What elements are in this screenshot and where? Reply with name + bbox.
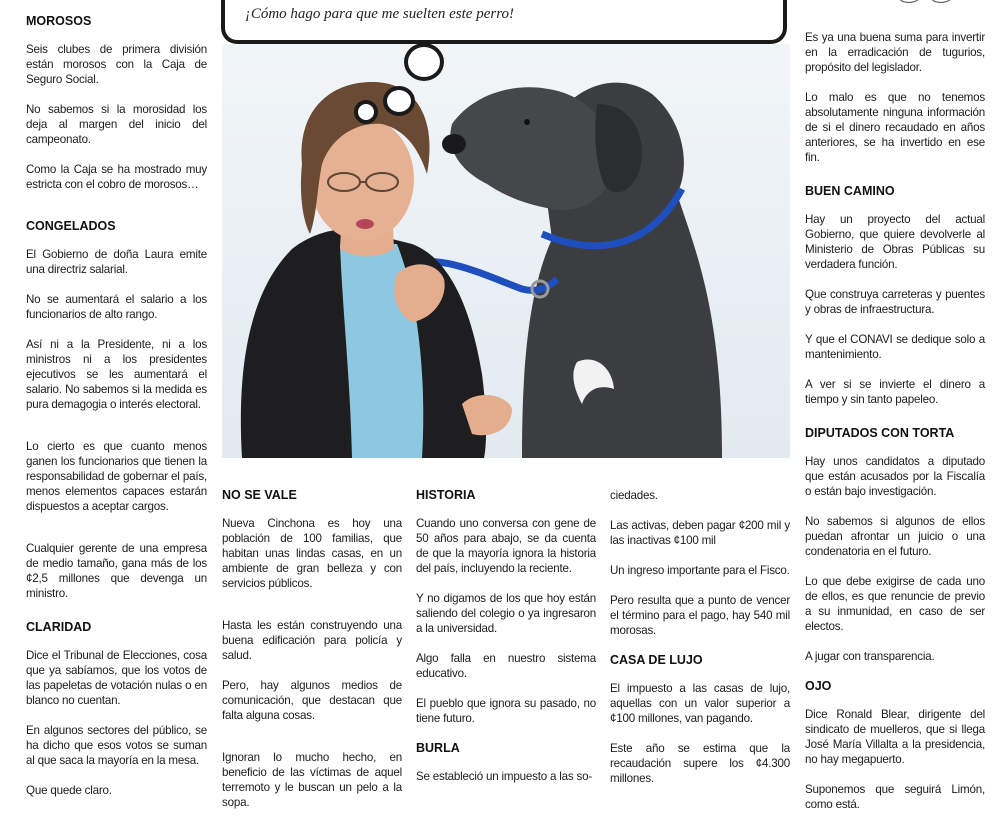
column-left [26,14,207,813]
paragraph: El impuesto a las casas de lujo, aquellas con un valor superior a ¢100 millones, van pagando. [610,682,790,725]
section-heading-claridad: CLARIDAD [26,620,92,634]
paragraph: Cuando uno conversa con gene de 50 años para abajo, se da cuenta de que la mayoría ignora la historia del país, incluyendo la reciente. [416,517,596,575]
paragraph: Que construya carreteras y puentes y obras de infraestructura. [805,288,985,316]
paragraph: Pero resulta que a punto de vencer el término para el pago, hay 540 mil morosas. [610,594,790,637]
paragraph: No se aumentará el salario a los funcionarios de alto rango. [26,293,207,321]
paragraph: Ignoran lo mucho hecho, en beneficio de las víctimas de aquel terremoto y le buscan un pelo a la sopa. [222,751,402,809]
paragraph: En algunos sectores del público, se ha dicho que esos votos se suman al que saca la mayoría en la mesa. [26,724,207,767]
paragraph: ciedades. [610,489,658,502]
section-heading-burla: BURLA [416,741,460,755]
paragraph: Seis clubes de primera división están morosos con la Caja de Seguro Social. [26,43,207,86]
paragraph: Algo falla en nuestro sistema educativo. [416,652,596,680]
paragraph: Como la Caja se ha mostrado muy estricta con el cobro de morosos… [26,163,207,191]
paragraph: El pueblo que ignora su pasado, no tiene futuro. [416,697,596,725]
section-heading-no-se-vale: NO SE VALE [222,488,297,502]
paragraph: Que quede claro. [26,784,112,797]
paragraph: Un ingreso importante para el Fisco. [610,564,790,577]
paragraph: No sabemos si algunos de ellos puedan afrontar un juicio o una condenatoria en el futuro. [805,515,985,558]
paragraph: Y que el CONAVI se dedique solo a mantenimiento. [805,333,985,361]
paragraph: A jugar con transparencia. [805,650,935,663]
paragraph: Dice Ronald Blear, dirigente del sindicato de muelleros, que si llega José María Villalta a la presidencia, no hay megapuerto. [805,708,985,766]
paragraph: A ver si se invierte el dinero a tiempo y sin tanto papeleo. [805,378,985,406]
paragraph: Suponemos que seguirá Limón, como está. [805,783,985,811]
thought-circle-small [354,100,378,124]
paragraph: Es ya una buena suma para invertir en la erradicación de tugurios, propósito del legislador. [805,31,985,74]
column-center [416,488,596,799]
paragraph: Nueva Cinchona es hoy una población de 100 familias, que habitan unas lindas casas, en un ambiente de gran belleza y con servicios públicos. [222,517,402,590]
paragraph: Este año se estima que la recaudación supere los ¢4.300 millones. [610,742,790,785]
woman-holding-dog-illustration [222,44,790,458]
column-center-right [610,488,790,801]
section-heading-morosos: MOROSOS [26,14,92,28]
section-heading-historia: HISTORIA [416,488,476,502]
paragraph: Hasta les están construyendo una buena edificación para policía y salud. [222,619,402,662]
thought-bubble [221,0,787,44]
paragraph: Y no digamos de los que hoy están saliendo del colegio o ya ingresaron a la universidad. [416,592,596,635]
paragraph: El Gobierno de doña Laura emite una directriz salarial. [26,248,207,276]
news-photo [222,44,790,458]
section-heading-ojo: OJO [805,679,832,693]
thought-bubble-text: ¡Cómo hago para que me suelten este perro! [245,6,514,22]
paragraph: Hay un proyecto del actual Gobierno, que quiere devolverle al Ministerio de Obras Públicas su verdadera función. [805,213,985,271]
thought-circle-medium [383,86,415,116]
paragraph: Dice el Tribunal de Elecciones, cosa que ya sabíamos, que los votos de las papeletas de votación nulas o en blanco no cuentan. [26,649,207,707]
masthead-logo-fragment [896,0,956,4]
paragraph: Las activas, deben pagar ¢200 mil y las inactivas ¢100 mil [610,519,790,547]
section-heading-congelados: CONGELADOS [26,219,116,233]
paragraph: Cualquier gerente de una empresa de medio tamaño, gana más de los ¢2,5 millones que devenga un ministro. [26,542,207,600]
paragraph: Hay unos candidatos a diputado que están acusados por la Fiscalía o están bajo investigación. [805,455,985,498]
paragraph: Lo malo es que no tenemos absolutamente ninguna información de si el dinero recaudado en años anteriores, se ha invertido en ese fin. [805,91,985,164]
paragraph: Pero, hay algunos medios de comunicación, que destacan que falta alguna cosas. [222,679,402,722]
section-heading-buen-camino: BUEN CAMINO [805,184,895,198]
paragraph: Lo cierto es que cuanto menos ganen los funcionarios que tienen la responsabilidad de gobernar el país, menos elementos capaces estarán dispuestos a aceptar cargos. [26,440,207,513]
paragraph: Se estableció un impuesto a las so- [416,770,593,783]
column-right [805,30,985,827]
paragraph: No sabemos si la morosidad los deja al margen del inicio del campeonato. [26,103,207,146]
section-heading-casa-de-lujo: CASA DE LUJO [610,653,703,667]
column-center-left [222,488,402,825]
paragraph: Lo que debe exigirse de cada uno de ellos, es que renuncie de previo a su inmunidad, en caso de ser electos. [805,575,985,633]
paragraph: Así ni a la Presidente, ni a los ministros ni a los presidentes ejecutivos se les aumentará el salario. No sabemos si la medida es pura demagogia o interés electoral. [26,338,207,411]
section-heading-diputados-con-torta: DIPUTADOS CON TORTA [805,426,955,440]
thought-circle-large [404,43,444,81]
